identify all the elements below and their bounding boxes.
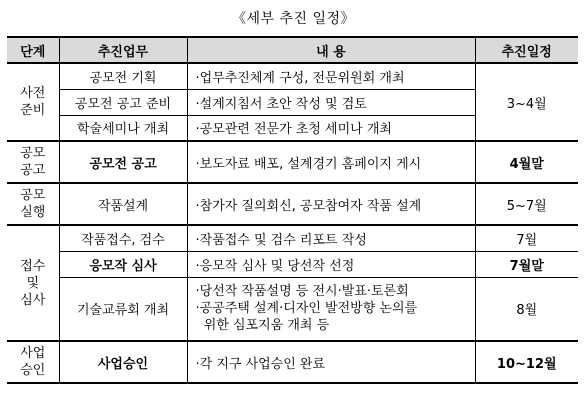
schedule-title: 《세부 추진 일정》	[231, 11, 356, 27]
stage-line: 사업	[20, 346, 46, 361]
stage-cell	[7, 183, 59, 225]
schedule-cell: 5~7월	[475, 183, 578, 225]
content-cell: ·설계지침서 초안 작성 및 검토	[187, 89, 475, 115]
stage-line: 사전	[20, 86, 46, 101]
content-line: 위한 심포지움 개최 등	[195, 318, 330, 334]
schedule-table	[7, 36, 578, 384]
content-cell: ·작품접수 및 검수 리포트 작성	[187, 225, 475, 251]
content-cell: ·업무추진체계 구성, 전문위원회 개최	[187, 63, 475, 89]
header-content: 내 용	[187, 37, 475, 63]
stage-cell	[7, 63, 59, 141]
stage-line: 공모	[20, 146, 46, 161]
task-cell: 작품설계	[59, 183, 187, 225]
content-cell: ·공모관련 전문가 초청 세미나 개최	[187, 115, 475, 141]
task-cell: 공모전 공고	[59, 141, 187, 183]
table-row	[7, 225, 578, 251]
table-row	[7, 183, 578, 225]
header-task: 추진업무	[59, 37, 187, 63]
content-cell: ·보도자료 배포, 설계경기 홈페이지 게시	[187, 141, 475, 183]
stage-line: 접수	[20, 258, 46, 274]
stage-line: 공모	[20, 188, 46, 203]
header-schedule: 추진일정	[475, 37, 578, 63]
content-cell: ·각 지구 사업승인 완료	[187, 341, 475, 383]
stage-line: 및	[26, 275, 40, 291]
schedule-cell: 7월말	[475, 251, 578, 277]
stage-cell	[7, 341, 59, 383]
table-row	[7, 341, 578, 383]
schedule-cell: 3~4월	[475, 63, 578, 141]
schedule-cell: 4월말	[475, 141, 578, 183]
content-line: ·당선작 작품설명 등 전시·발표·토론회	[195, 284, 409, 300]
table-row	[7, 141, 578, 183]
task-cell: 작품접수, 검수	[59, 225, 187, 251]
task-cell: 응모작 심사	[59, 251, 187, 277]
stage-line: 실행	[20, 205, 46, 220]
header-row	[7, 37, 578, 63]
stage-cell	[7, 141, 59, 183]
task-cell: 기술교류회 개최	[59, 277, 187, 341]
content-cell: ·참가자 질의회신, 공모참여자 작품 설계	[187, 183, 475, 225]
content-line: ·공공주택 설계·디자인 발전방향 논의를	[195, 301, 418, 317]
task-cell: 공모전 공고 준비	[59, 89, 187, 115]
stage-line: 공고	[20, 163, 46, 178]
stage-cell	[7, 225, 59, 341]
table-row	[7, 277, 578, 341]
table-row	[7, 251, 578, 277]
schedule-cell: 8월	[475, 277, 578, 341]
schedule-cell: 10~12월	[475, 341, 578, 383]
header-stage: 단계	[7, 37, 59, 63]
table-row	[7, 63, 578, 89]
stage-line: 심사	[20, 292, 46, 308]
stage-line: 준비	[20, 103, 46, 118]
task-cell: 학술세미나 개최	[59, 115, 187, 141]
schedule-cell: 7월	[475, 225, 578, 251]
content-cell: ·응모작 심사 및 당선작 선정	[187, 251, 475, 277]
content-cell	[187, 277, 475, 341]
stage-line: 승인	[20, 363, 46, 378]
task-cell: 공모전 기획	[59, 63, 187, 89]
task-cell: 사업승인	[59, 341, 187, 383]
